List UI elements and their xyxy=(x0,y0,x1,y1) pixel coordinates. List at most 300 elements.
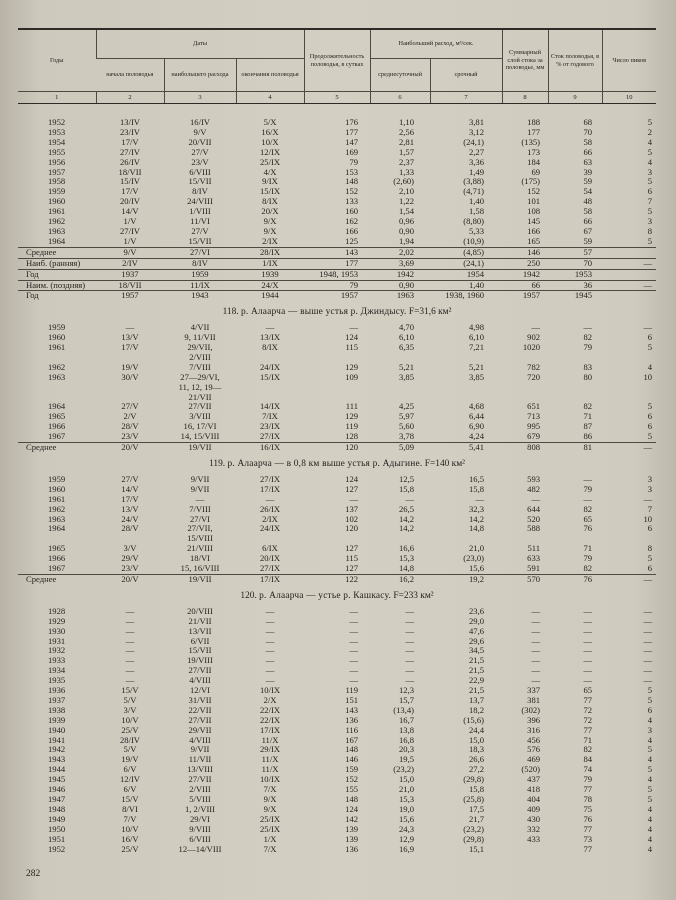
summary-row xyxy=(18,574,656,584)
cell: 4 xyxy=(647,775,653,785)
cell: 10/IX xyxy=(259,775,281,785)
col-years-header: Годы xyxy=(18,29,96,92)
cell: 1954 xyxy=(430,269,502,280)
cell xyxy=(370,393,430,403)
cell: 27/VI xyxy=(164,247,236,258)
cell xyxy=(602,534,656,544)
cell: 10 xyxy=(643,514,653,524)
cell: — xyxy=(125,606,135,616)
cell: 25/IX xyxy=(259,824,281,834)
cell xyxy=(502,534,548,544)
cell: 23/V xyxy=(121,564,139,574)
cell: 1950 xyxy=(48,824,66,834)
cell: 23/IX xyxy=(259,422,281,432)
cell: 316 xyxy=(527,725,541,735)
cell: 5,41 xyxy=(430,443,502,453)
cell: 26,5 xyxy=(398,504,415,514)
cell: 3/V xyxy=(123,705,137,715)
cell: — xyxy=(125,323,135,333)
cell: 15/IX xyxy=(259,372,281,382)
cell: 6 xyxy=(647,705,653,715)
summary-row xyxy=(18,269,656,280)
cell: 32,3 xyxy=(468,504,485,514)
table-row xyxy=(18,237,656,247)
cell: — xyxy=(349,606,359,616)
cell: 16,6 xyxy=(398,544,415,554)
cell: 11/IX xyxy=(164,280,236,291)
table-row xyxy=(18,373,656,383)
cell: Наим. (поздняя) xyxy=(18,280,96,291)
cell: 24/X xyxy=(236,280,304,291)
cell: 520 xyxy=(527,514,541,524)
cell: 166 xyxy=(345,226,359,236)
cell: 6/V xyxy=(123,785,137,795)
cell: 68 xyxy=(583,118,593,127)
cell: 2,37 xyxy=(398,157,415,167)
cell: 456 xyxy=(527,735,541,745)
cell: — xyxy=(583,323,593,333)
cell: 28/IX xyxy=(236,247,304,258)
cell: 5/X xyxy=(263,118,277,127)
cell: — xyxy=(125,676,135,686)
cell: 5,33 xyxy=(468,226,485,236)
cell: 145 xyxy=(527,217,541,227)
cell: 396 xyxy=(527,715,541,725)
cell: 633 xyxy=(527,554,541,564)
cell: 4 xyxy=(647,137,653,147)
cell: 5,21 xyxy=(398,362,415,372)
table-row xyxy=(18,696,656,706)
cell: 1967 xyxy=(48,564,66,574)
cell: 129 xyxy=(345,362,359,372)
table-row xyxy=(18,343,656,353)
cell: 1,54 xyxy=(398,207,415,217)
cell: 73 xyxy=(583,834,593,844)
cell: 6,10 xyxy=(468,333,485,343)
cell: 14/V xyxy=(121,484,139,494)
cell: 77 xyxy=(583,695,593,705)
section-title xyxy=(18,301,656,323)
table-row xyxy=(18,475,656,485)
table-row xyxy=(18,505,656,515)
cell: 12/VI xyxy=(189,686,211,696)
cell xyxy=(502,393,548,403)
cell: 82 xyxy=(583,564,593,574)
cell: 16/V xyxy=(121,834,139,844)
cell: 1931 xyxy=(48,636,66,646)
cell: 146 xyxy=(345,755,359,765)
cell: 1962 xyxy=(48,504,66,514)
cell: 511 xyxy=(527,544,541,554)
cell: 125 xyxy=(345,236,359,246)
cell: — xyxy=(405,676,415,686)
cell: 15,0 xyxy=(468,735,485,745)
cell: 14, 15/VIII xyxy=(180,432,220,442)
cell: 1959 xyxy=(48,474,66,484)
cell xyxy=(18,393,96,403)
cell: 77 xyxy=(583,824,593,834)
cell: 27/V xyxy=(191,226,209,236)
cell: 11/X xyxy=(261,765,279,775)
cell: 124 xyxy=(345,474,359,484)
cell: 1938, 1960 xyxy=(430,291,502,301)
cell: 29/V xyxy=(121,554,139,564)
cell: 24/IX xyxy=(259,524,281,534)
cell: — xyxy=(125,626,135,636)
cell: 1953 xyxy=(48,127,66,137)
table-row xyxy=(18,676,656,686)
cell: 10/X xyxy=(261,137,279,147)
table-row xyxy=(18,534,656,544)
cell: 713 xyxy=(527,412,541,422)
cell: 1959 xyxy=(48,323,66,333)
cell: 5 xyxy=(647,795,653,804)
cell: 48 xyxy=(583,197,593,207)
table-row xyxy=(18,637,656,647)
cell xyxy=(602,291,656,301)
cell: 4,70 xyxy=(398,323,415,333)
cell: 9/X xyxy=(263,217,277,227)
table-row xyxy=(18,564,656,574)
cell: 63 xyxy=(583,157,593,167)
cell xyxy=(370,383,430,393)
cell: 22/IX xyxy=(259,705,281,715)
cell: 1/V xyxy=(123,236,137,246)
cell: 6,10 xyxy=(398,333,415,343)
cell: 3,69 xyxy=(370,258,430,269)
cell: 120 xyxy=(304,443,370,453)
cell: 74 xyxy=(583,765,593,775)
cell: 9/V xyxy=(96,247,164,258)
cell: — xyxy=(643,494,653,504)
cell: Среднее xyxy=(18,247,96,258)
cell xyxy=(548,353,602,363)
cell: 1958 xyxy=(48,177,66,187)
cell: 1943 xyxy=(164,291,236,301)
cell: 77 xyxy=(583,725,593,735)
cell: 14,2 xyxy=(398,514,415,524)
cell: — xyxy=(349,666,359,676)
cell: 143 xyxy=(304,247,370,258)
table-row xyxy=(18,617,656,627)
cell: 16,8 xyxy=(398,735,415,745)
cell: (10,9) xyxy=(463,236,485,246)
cell: 70 xyxy=(548,258,602,269)
cell xyxy=(430,383,502,393)
cell: 250 xyxy=(502,258,548,269)
cell: 404 xyxy=(527,795,541,804)
cell xyxy=(18,534,96,544)
cell: 22/VII xyxy=(188,705,212,715)
cell: 21,7 xyxy=(468,814,485,824)
cell: — xyxy=(349,616,359,626)
cell: 5,21 xyxy=(468,362,485,372)
cell: 127 xyxy=(345,564,359,574)
cell: 27/IV xyxy=(119,147,141,157)
column-number: 1 xyxy=(18,92,96,104)
cell: — xyxy=(265,616,275,626)
cell: 12,3 xyxy=(398,686,415,696)
cell: 3,36 xyxy=(468,157,485,167)
cell: 162 xyxy=(345,217,359,227)
cell xyxy=(96,393,164,403)
cell: 83 xyxy=(583,362,593,372)
station-number: 119. xyxy=(209,459,226,469)
table-row xyxy=(18,726,656,736)
cell: 1942 xyxy=(502,269,548,280)
cell: 20/V xyxy=(96,574,164,584)
cell: 11/X xyxy=(261,735,279,745)
cell: — xyxy=(643,656,653,666)
cell: Наиб. (ранняя) xyxy=(18,258,96,269)
cell: 4 xyxy=(647,755,653,765)
cell: 1944 xyxy=(48,765,66,775)
cell: 127 xyxy=(345,484,359,494)
catchment-area: F=31,6 км² xyxy=(408,307,452,318)
cell: (29,8) xyxy=(463,834,485,844)
cell: (24,1) xyxy=(430,258,502,269)
table-row xyxy=(18,148,656,158)
cell: — xyxy=(602,443,656,453)
cell: 71 xyxy=(583,412,593,422)
cell: 3,85 xyxy=(398,372,415,382)
cell: 7/VIII xyxy=(189,504,211,514)
cell xyxy=(96,383,164,393)
cell: 152 xyxy=(345,775,359,785)
cell: 15,3 xyxy=(398,795,415,804)
cell: 23,6 xyxy=(468,606,485,616)
cell: (24,1) xyxy=(463,137,485,147)
cell: (2,60) xyxy=(393,177,415,187)
summary-row xyxy=(18,247,656,258)
cell: 5/VIII xyxy=(189,795,211,804)
cell: 148 xyxy=(345,745,359,755)
cell: 27/VII xyxy=(188,666,212,676)
cell: 1954 xyxy=(48,137,66,147)
cell: (520) xyxy=(521,765,541,775)
cell: 27—29/VI, xyxy=(180,372,220,382)
cell: 1/IX xyxy=(236,258,304,269)
cell: 5 xyxy=(647,118,653,127)
cell: — xyxy=(265,636,275,646)
summary-row xyxy=(18,443,656,453)
cell: (25,8) xyxy=(463,795,485,804)
cell: 116 xyxy=(345,725,359,735)
cell: 152 xyxy=(345,187,359,197)
cell: — xyxy=(643,676,653,686)
cell: — xyxy=(125,656,135,666)
cell: 15,1 xyxy=(468,844,485,854)
cell: 1962 xyxy=(48,217,66,227)
table-row xyxy=(18,706,656,716)
table-row xyxy=(18,835,656,845)
cell: 5 xyxy=(647,695,653,705)
table-row xyxy=(18,138,656,148)
cell: 16/IV xyxy=(189,118,211,127)
cell: 7/X xyxy=(263,785,277,795)
table-row xyxy=(18,168,656,178)
cell: — xyxy=(405,616,415,626)
cell: 87 xyxy=(583,422,593,432)
cell: 6 xyxy=(647,333,653,343)
cell: 137 xyxy=(345,504,359,514)
cell: 8/IV xyxy=(192,187,208,197)
cell: 34,5 xyxy=(468,646,485,656)
station-name: р. Алаарча — в 0,8 км выше устья р. Адыгине. xyxy=(227,459,423,469)
cell: 69 xyxy=(531,167,541,177)
cell: 1952 xyxy=(48,844,66,854)
cell: 17/IX xyxy=(236,574,304,584)
cell: 27/VII xyxy=(188,402,212,412)
cell: 4,24 xyxy=(468,432,485,442)
cell: 4,25 xyxy=(398,402,415,412)
cell: 8/VI xyxy=(122,804,138,814)
cell: 120 xyxy=(345,524,359,534)
cell: 1960 xyxy=(48,333,66,343)
cell: (15,6) xyxy=(463,715,485,725)
cell: Среднее xyxy=(18,574,96,584)
cell: 1938 xyxy=(48,705,66,715)
cell: 155 xyxy=(345,785,359,795)
cell: 9/X xyxy=(263,804,277,814)
cell: 9/IX xyxy=(262,177,278,187)
cell: — xyxy=(125,666,135,676)
cell: — xyxy=(265,656,275,666)
station-number: 118. xyxy=(222,307,239,318)
cell: 24/IX xyxy=(259,362,281,372)
cell: 1939 xyxy=(48,715,66,725)
cell: (302) xyxy=(521,705,541,715)
column-number: 3 xyxy=(164,92,236,104)
cell: 8 xyxy=(647,544,653,554)
cell: 21/VIII xyxy=(187,544,213,554)
cell: 19/VII xyxy=(164,443,236,453)
col-start-header: начала половодья xyxy=(96,59,164,92)
col-peak-header: наибольшего расхода xyxy=(164,59,236,92)
cell: — xyxy=(583,494,593,504)
cell: 1942 xyxy=(48,745,66,755)
cell: 6/V xyxy=(123,765,137,775)
cell: 21,5 xyxy=(468,666,485,676)
cell: 5 xyxy=(647,177,653,187)
catchment-area: F=140 км² xyxy=(424,459,465,469)
cell: 139 xyxy=(345,834,359,844)
cell: — xyxy=(531,666,541,676)
table-row xyxy=(18,118,656,128)
table-row xyxy=(18,187,656,197)
cell: 9/VII xyxy=(190,484,210,494)
station-name: р. Алаарча — устье р. Кашкасу. xyxy=(259,590,392,601)
cell: 4 xyxy=(647,804,653,814)
table-row xyxy=(18,775,656,785)
table-row xyxy=(18,795,656,805)
cell: 17/V xyxy=(121,494,139,504)
cell: 24,3 xyxy=(398,824,415,834)
cell: 77 xyxy=(583,785,593,795)
cell: Год xyxy=(18,269,96,280)
cell: 1,58 xyxy=(468,207,485,217)
cell: 28/V xyxy=(121,524,139,534)
cell: — xyxy=(349,494,359,504)
cell: 4 xyxy=(647,362,653,372)
cell: — xyxy=(643,666,653,676)
cell: 79 xyxy=(583,554,593,564)
cell: 1,40 xyxy=(430,280,502,291)
cell: 22/IX xyxy=(259,715,281,725)
cell: 1957 xyxy=(502,291,548,301)
cell: 5,97 xyxy=(398,412,415,422)
col-share-header: Сток половодья, в % от годового xyxy=(548,29,602,92)
cell: 9/VIII xyxy=(189,824,211,834)
cell: 15/IX xyxy=(259,187,281,197)
cell: 6 xyxy=(647,187,653,197)
col-layer-header: Суммарный слой стока за половодье, мм xyxy=(502,29,548,92)
table-row xyxy=(18,333,656,343)
table-row xyxy=(18,607,656,617)
cell: 1965 xyxy=(48,544,66,554)
cell: 101 xyxy=(527,197,541,207)
cell: 72 xyxy=(583,715,593,725)
cell: 1962 xyxy=(48,362,66,372)
cell: 1967 xyxy=(48,432,66,442)
cell: 160 xyxy=(345,207,359,217)
table-row xyxy=(18,207,656,217)
cell: 17,5 xyxy=(468,804,485,814)
cell: 8 xyxy=(647,226,653,236)
cell: 21,0 xyxy=(398,785,415,795)
cell: 19,0 xyxy=(398,804,415,814)
cell: 808 xyxy=(502,443,548,453)
cell: — xyxy=(583,606,593,616)
table-row xyxy=(18,845,656,855)
cell: — xyxy=(265,606,275,616)
cell: 6 xyxy=(647,564,653,574)
cell: 1935 xyxy=(48,676,66,686)
cell: 19,2 xyxy=(430,574,502,584)
table-row xyxy=(18,646,656,656)
table-row xyxy=(18,554,656,564)
cell xyxy=(548,534,602,544)
cell xyxy=(602,393,656,403)
cell: 469 xyxy=(527,755,541,765)
cell: 84 xyxy=(583,755,593,765)
cell: 1966 xyxy=(48,422,66,432)
cell: 59 xyxy=(583,236,593,246)
cell: 9/V xyxy=(193,127,207,137)
table-row xyxy=(18,755,656,765)
cell: 13,8 xyxy=(398,725,415,735)
cell: 9/X xyxy=(263,795,277,804)
cell: 4 xyxy=(647,735,653,745)
cell: 82 xyxy=(583,504,593,514)
cell: 3/V xyxy=(123,544,137,554)
cell: 418 xyxy=(527,785,541,795)
cell: 29/VII xyxy=(188,725,212,735)
cell: 10/V xyxy=(121,715,139,725)
cell: 76 xyxy=(583,524,593,534)
cell: 17/IX xyxy=(259,725,281,735)
cell: 13/IX xyxy=(259,333,281,343)
cell: 1943 xyxy=(48,755,66,765)
column-number: 4 xyxy=(236,92,304,104)
cell xyxy=(602,353,656,363)
col-end-header: окончания половодья xyxy=(236,59,304,92)
cell: 79 xyxy=(583,343,593,353)
cell: 6/IX xyxy=(262,544,278,554)
cell: — xyxy=(531,656,541,666)
cell: — xyxy=(405,626,415,636)
cell: 14/V xyxy=(121,207,139,217)
